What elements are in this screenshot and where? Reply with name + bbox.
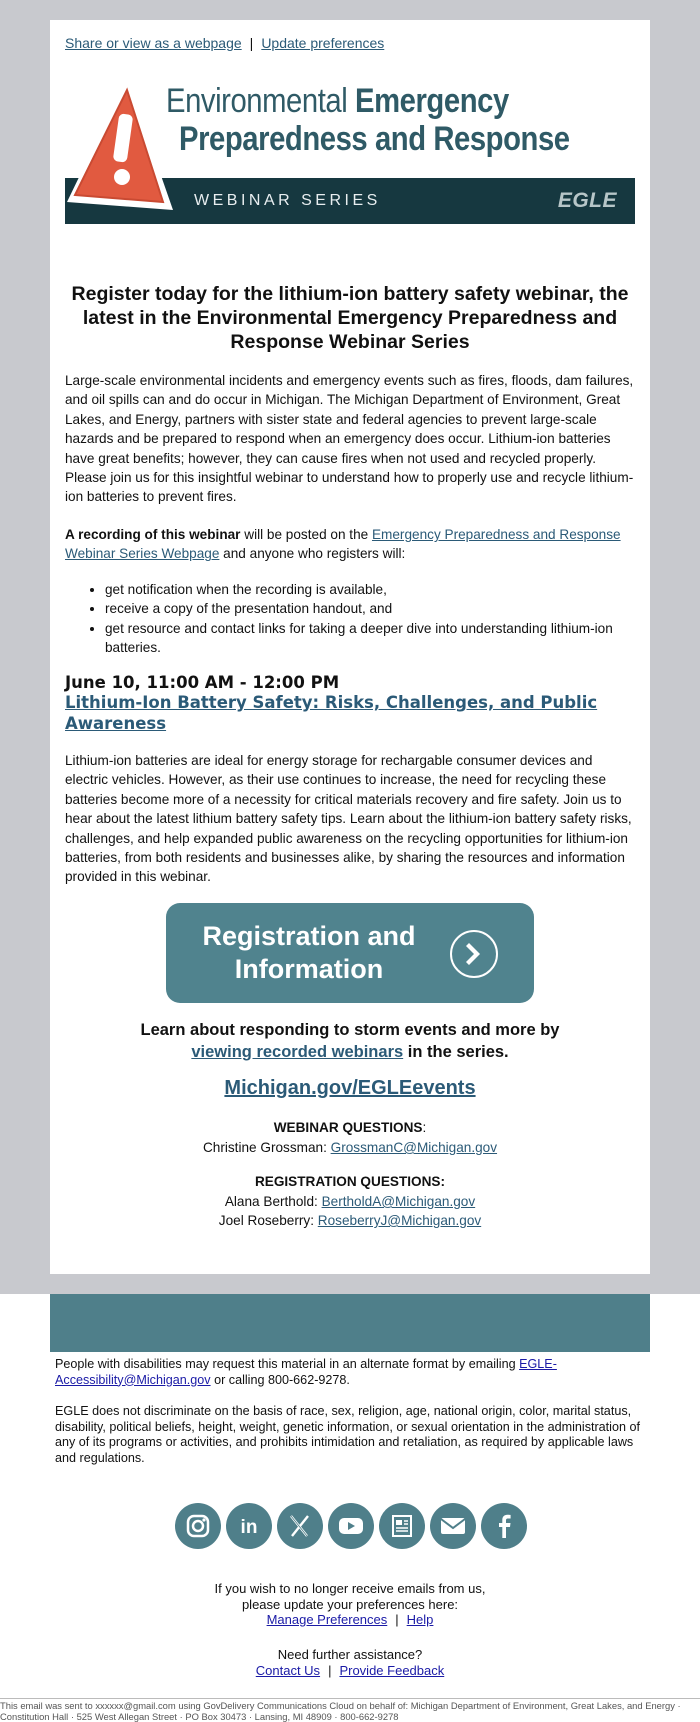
roseberry-email-link[interactable]: RoseberryJ@Michigan.gov: [317, 1213, 482, 1228]
accessibility-notice: [55, 1357, 645, 1388]
top-links-separator: |: [249, 35, 254, 51]
learn-more-text: [65, 1019, 635, 1063]
recording-text2: and anyone who registers will:: [219, 546, 406, 562]
registration-button-line1: Registration and: [202, 921, 416, 951]
list-item: • get notification when the recording is available,: [105, 580, 635, 599]
banner-title-part-a: Environmental: [166, 82, 356, 120]
preference-links: [0, 1612, 700, 1628]
facebook-icon[interactable]: [481, 1503, 527, 1549]
webinar-questions-heading: [65, 1120, 635, 1135]
contact-name: Alana Berthold:: [224, 1194, 322, 1209]
webinar-questions-colon: :: [422, 1120, 427, 1135]
link-separator: |: [395, 1612, 399, 1627]
x-twitter-icon[interactable]: [277, 1503, 323, 1549]
registration-button[interactable]: [166, 903, 534, 1003]
header-banner: [65, 76, 635, 224]
unsubscribe-line2: please update your preferences here:: [241, 1596, 459, 1612]
registration-contact: [65, 1213, 635, 1228]
egle-events-line: [65, 1077, 635, 1100]
accessibility-text2: or calling 800-662-9278.: [210, 1372, 350, 1387]
egle-events-link[interactable]: Michigan.gov/EGLEevents: [224, 1077, 476, 1099]
footer-divider: [0, 1698, 700, 1699]
unsubscribe-line1: If you wish to no longer receive emails from us,: [214, 1581, 486, 1596]
list-item: • receive a copy of the presentation handout, and: [105, 599, 635, 618]
link-separator: |: [328, 1662, 332, 1678]
accessibility-email-link[interactable]: EGLE-Accessibility@Michigan.gov: [55, 1357, 557, 1387]
unsubscribe-text: [0, 1581, 700, 1628]
update-preferences-link[interactable]: Update preferences: [261, 35, 385, 51]
registration-contact: [65, 1194, 635, 1209]
contact-us-link[interactable]: Contact Us: [255, 1662, 321, 1678]
webinar-series-webpage-link[interactable]: Emergency Preparedness and Response Webinar Series Webpage: [65, 527, 621, 562]
egle-logo: EGLE: [557, 189, 617, 212]
help-link[interactable]: Help: [406, 1612, 434, 1627]
recording-bold: A recording of this webinar: [65, 527, 241, 542]
banner-series-label: WEBINAR SERIES: [194, 192, 381, 209]
accessibility-text1: People with disabilities may request this material in an alternate format by emailing: [55, 1357, 520, 1371]
registration-questions-heading: REGISTRATION QUESTIONS:: [254, 1174, 446, 1189]
banner-title-line1: [166, 82, 509, 121]
berthold-email-link[interactable]: BertholdA@Michigan.gov: [321, 1194, 476, 1209]
intro-paragraph: Large-scale environmental incidents and emergency events such as fires, floods, dam failures, and oil spills can and do occur in Michigan. The Michigan Department of Environment, Great Lakes, and Energy, partners with sister state and federal agencies to prevent large-scale hazards and be prepared to respond when an emergency does occur. Lithium-ion batteries have great benefits; however, they can cause fires when not used and recycled properly. Please join us for this insightful webinar to understand how to properly use and recycle lithium-ion batteries to prevent fires.: [65, 373, 634, 505]
share-webpage-link[interactable]: Share or view as a webpage: [65, 35, 242, 51]
svg-text:in: in: [240, 1517, 258, 1538]
webinar-contact: [65, 1140, 635, 1155]
manage-preferences-link[interactable]: Manage Preferences: [266, 1612, 388, 1627]
assistance-line: Need further assistance?: [277, 1647, 423, 1662]
banner-title-line2: Preparedness and Response: [179, 120, 570, 158]
assistance-links: [0, 1663, 700, 1679]
govdelivery-fineprint: This email was sent to xxxxxx@gmail.com using GovDelivery Communications Cloud on behalf of: Michigan Department of Environment, Great Lakes, and Energy · Constitution Hall · 525 West Allegan Street · PO Box 30473 · Lansing, MI 48909 · 800-662-9278: [0, 1700, 681, 1722]
email-icon[interactable]: [430, 1503, 476, 1549]
list-item: • get resource and contact links for taking a deeper dive into understanding lithium-ion batteries.: [105, 619, 635, 658]
banner-title-part-b: Emergency: [355, 82, 509, 120]
registration-button-line2: Information: [234, 954, 384, 984]
recording-text1: will be posted on the: [240, 527, 372, 542]
event-title: [65, 692, 635, 734]
warning-triangle-icon: [65, 76, 175, 224]
learn-more-part2: in the series.: [403, 1043, 509, 1061]
contact-name: Christine Grossman:: [202, 1140, 331, 1155]
linkedin-icon[interactable]: [226, 1503, 272, 1549]
grossman-email-link[interactable]: GrossmanC@Michigan.gov: [330, 1140, 498, 1155]
newsletter-icon[interactable]: [379, 1503, 425, 1549]
footer-teal-bar: [50, 1294, 650, 1352]
social-icons: [175, 1503, 525, 1549]
youtube-icon[interactable]: [328, 1503, 374, 1549]
instagram-icon[interactable]: [175, 1503, 221, 1549]
event-date: June 10, 11:00 AM - 12:00 PM: [65, 673, 340, 692]
recorded-webinars-link[interactable]: viewing recorded webinars: [191, 1043, 404, 1061]
assistance-text: [0, 1647, 700, 1678]
registration-button-label: [194, 920, 424, 986]
benefits-list: [65, 580, 635, 658]
headline: Register today for the lithium-ion battery safety webinar, the latest in the Environmental Emergency Preparedness and Response Webinar Series: [71, 283, 629, 353]
email-card: [50, 20, 650, 1274]
webinar-questions-heading-text: WEBINAR QUESTIONS: [273, 1120, 423, 1135]
provide-feedback-link[interactable]: Provide Feedback: [339, 1662, 445, 1678]
event-description: Lithium-ion batteries are ideal for energy storage for rechargable consumer devices and electric vehicles. However, as their use continues to increase, the need for recycling these batteries become more of a necessity for critical materials recovery and fire safety. Join us to hear about the latest lithium battery safety tips. Learn about the lithium-ion battery safety risks, challenges, and help expanded public awareness on the recycling opportunities for lithium-ion batteries, from both residents and businesses alike, by sharing the resources and information provided in this webinar.: [65, 753, 632, 885]
chevron-right-circle-icon: [450, 930, 498, 978]
top-links: [65, 35, 384, 51]
nondiscrimination-notice: EGLE does not discriminate on the basis of race, sex, religion, age, national origin, color, marital status, disability, political beliefs, height, weight, genetic information, or sexual orientation in the administration of any of its programs or activities, and prohibits intimidation and retaliation, as required by applicable laws and regulations.: [55, 1404, 640, 1465]
recording-paragraph: [65, 525, 635, 564]
learn-more-part1: Learn about responding to storm events and more by: [140, 1021, 560, 1039]
contact-name: Joel Roseberry:: [218, 1213, 318, 1228]
event-title-link[interactable]: Lithium-Ion Battery Safety: Risks, Challenges, and Public Awareness: [65, 693, 598, 733]
